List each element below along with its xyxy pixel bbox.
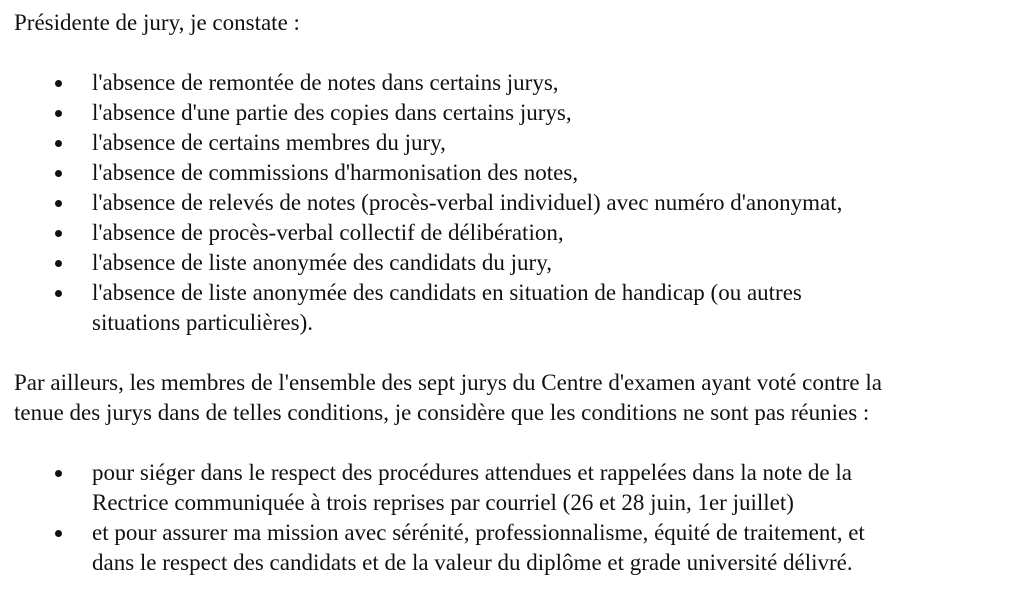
list-item: l'absence d'une partie des copies dans certains jurys, (14, 98, 1014, 128)
bullet-icon (55, 230, 62, 237)
findings-list (14, 68, 1014, 338)
document-body (14, 8, 1014, 578)
list-item: l'absence de remontée de notes dans certains jurys, (14, 68, 1014, 98)
list-item: l'absence de commissions d'harmonisation des notes, (14, 158, 1014, 188)
bullet-icon (55, 470, 62, 477)
bullet-icon (55, 170, 62, 177)
bullet-icon (55, 290, 62, 297)
bullet-icon (55, 200, 62, 207)
conditions-list (14, 458, 1014, 578)
list-item: l'absence de liste anonymée des candidats du jury, (14, 248, 1014, 278)
list-item: l'absence de procès-verbal collectif de délibération, (14, 218, 1014, 248)
list-item: l'absence de certains membres du jury, (14, 128, 1014, 158)
list-item: et pour assurer ma mission avec sérénité, professionnalisme, équité de traitement, et dans le respect des candidats et de la valeur du diplôme et grade université délivré. (14, 518, 1014, 578)
intro-sentence: Présidente de jury, je constate : (14, 10, 300, 35)
second-paragraph: Par ailleurs, les membres de l'ensemble des sept jurys du Centre d'examen ayant voté contre la tenue des jurys dans de telles conditions, je considère que les conditions ne sont pas réunies : (14, 370, 882, 425)
list-item: pour siéger dans le respect des procédures attendues et rappelées dans la note de la Rectrice communiquée à trois reprises par courriel (26 et 28 juin, 1er juillet) (14, 458, 1014, 518)
bullet-icon (55, 80, 62, 87)
list-item: l'absence de liste anonymée des candidats en situation de handicap (ou autres situations particulières). (14, 278, 1014, 338)
bullet-icon (55, 110, 62, 117)
bullet-icon (55, 140, 62, 147)
list-item: l'absence de relevés de notes (procès-verbal individuel) avec numéro d'anonymat, (14, 188, 1014, 218)
bullet-icon (55, 260, 62, 267)
bullet-icon (55, 530, 62, 537)
